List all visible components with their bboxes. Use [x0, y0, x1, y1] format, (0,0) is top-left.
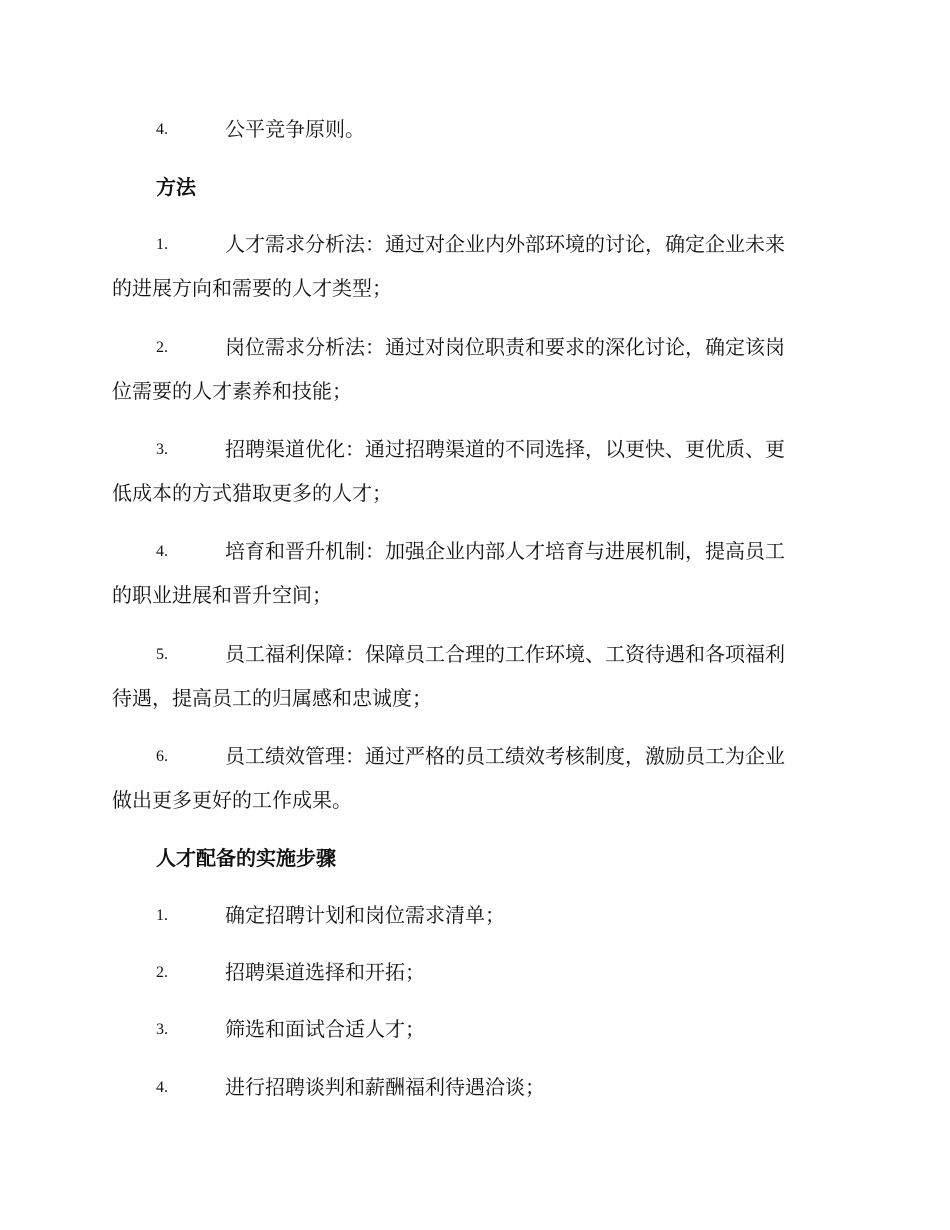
list-item-text: 确定招聘计划和岗位需求清单；: [225, 903, 505, 927]
list-item-text: 员工福利保障：保障员工合理的工作环境、工资待遇和各项福利: [225, 642, 785, 666]
list-item-continuation: 的职业进展和晋升空间；: [112, 583, 332, 607]
list-item-number: 2.: [156, 339, 168, 356]
list-item-number: 4.: [156, 121, 168, 138]
list-item-text: 进行招聘谈判和薪酬福利待遇洽谈；: [225, 1075, 545, 1099]
section-heading-steps: 人才配备的实施步骤: [156, 846, 336, 870]
section-heading-methods: 方法: [156, 175, 196, 199]
list-item-text: 岗位需求分析法：通过对岗位职责和要求的深化讨论，确定该岗: [225, 335, 785, 359]
list-item-text: 人才需求分析法：通过对企业内外部环境的讨论，确定企业未来: [225, 232, 785, 256]
list-item-text: 招聘渠道优化：通过招聘渠道的不同选择，以更快、更优质、更: [225, 437, 785, 461]
list-item-continuation: 的进展方向和需要的人才类型；: [112, 276, 392, 300]
list-item-continuation: 做出更多更好的工作成果。: [112, 788, 352, 812]
list-item-number: 3.: [156, 441, 168, 458]
list-item-number: 4.: [156, 1079, 168, 1096]
list-item-text: 招聘渠道选择和开拓；: [225, 960, 425, 984]
list-item-number: 2.: [156, 964, 168, 981]
list-item-continuation: 位需要的人才素养和技能；: [112, 379, 352, 403]
list-item-number: 1.: [156, 236, 168, 253]
list-item-continuation: 低成本的方式猎取更多的人才；: [112, 481, 392, 505]
list-item-number: 4.: [156, 543, 168, 560]
list-item-number: 6.: [156, 748, 168, 765]
list-item-number: 5.: [156, 646, 168, 663]
list-item-text: 员工绩效管理：通过严格的员工绩效考核制度，激励员工为企业: [225, 744, 785, 768]
list-item-text: 培育和晋升机制：加强企业内部人才培育与进展机制，提高员工: [225, 539, 785, 563]
list-item-number: 3.: [156, 1021, 168, 1038]
list-item-text: 筛选和面试合适人才；: [225, 1017, 425, 1041]
list-item-continuation: 待遇，提高员工的归属感和忠诚度；: [112, 686, 432, 710]
list-item-text: 公平竞争原则。: [225, 117, 365, 141]
list-item-number: 1.: [156, 907, 168, 924]
